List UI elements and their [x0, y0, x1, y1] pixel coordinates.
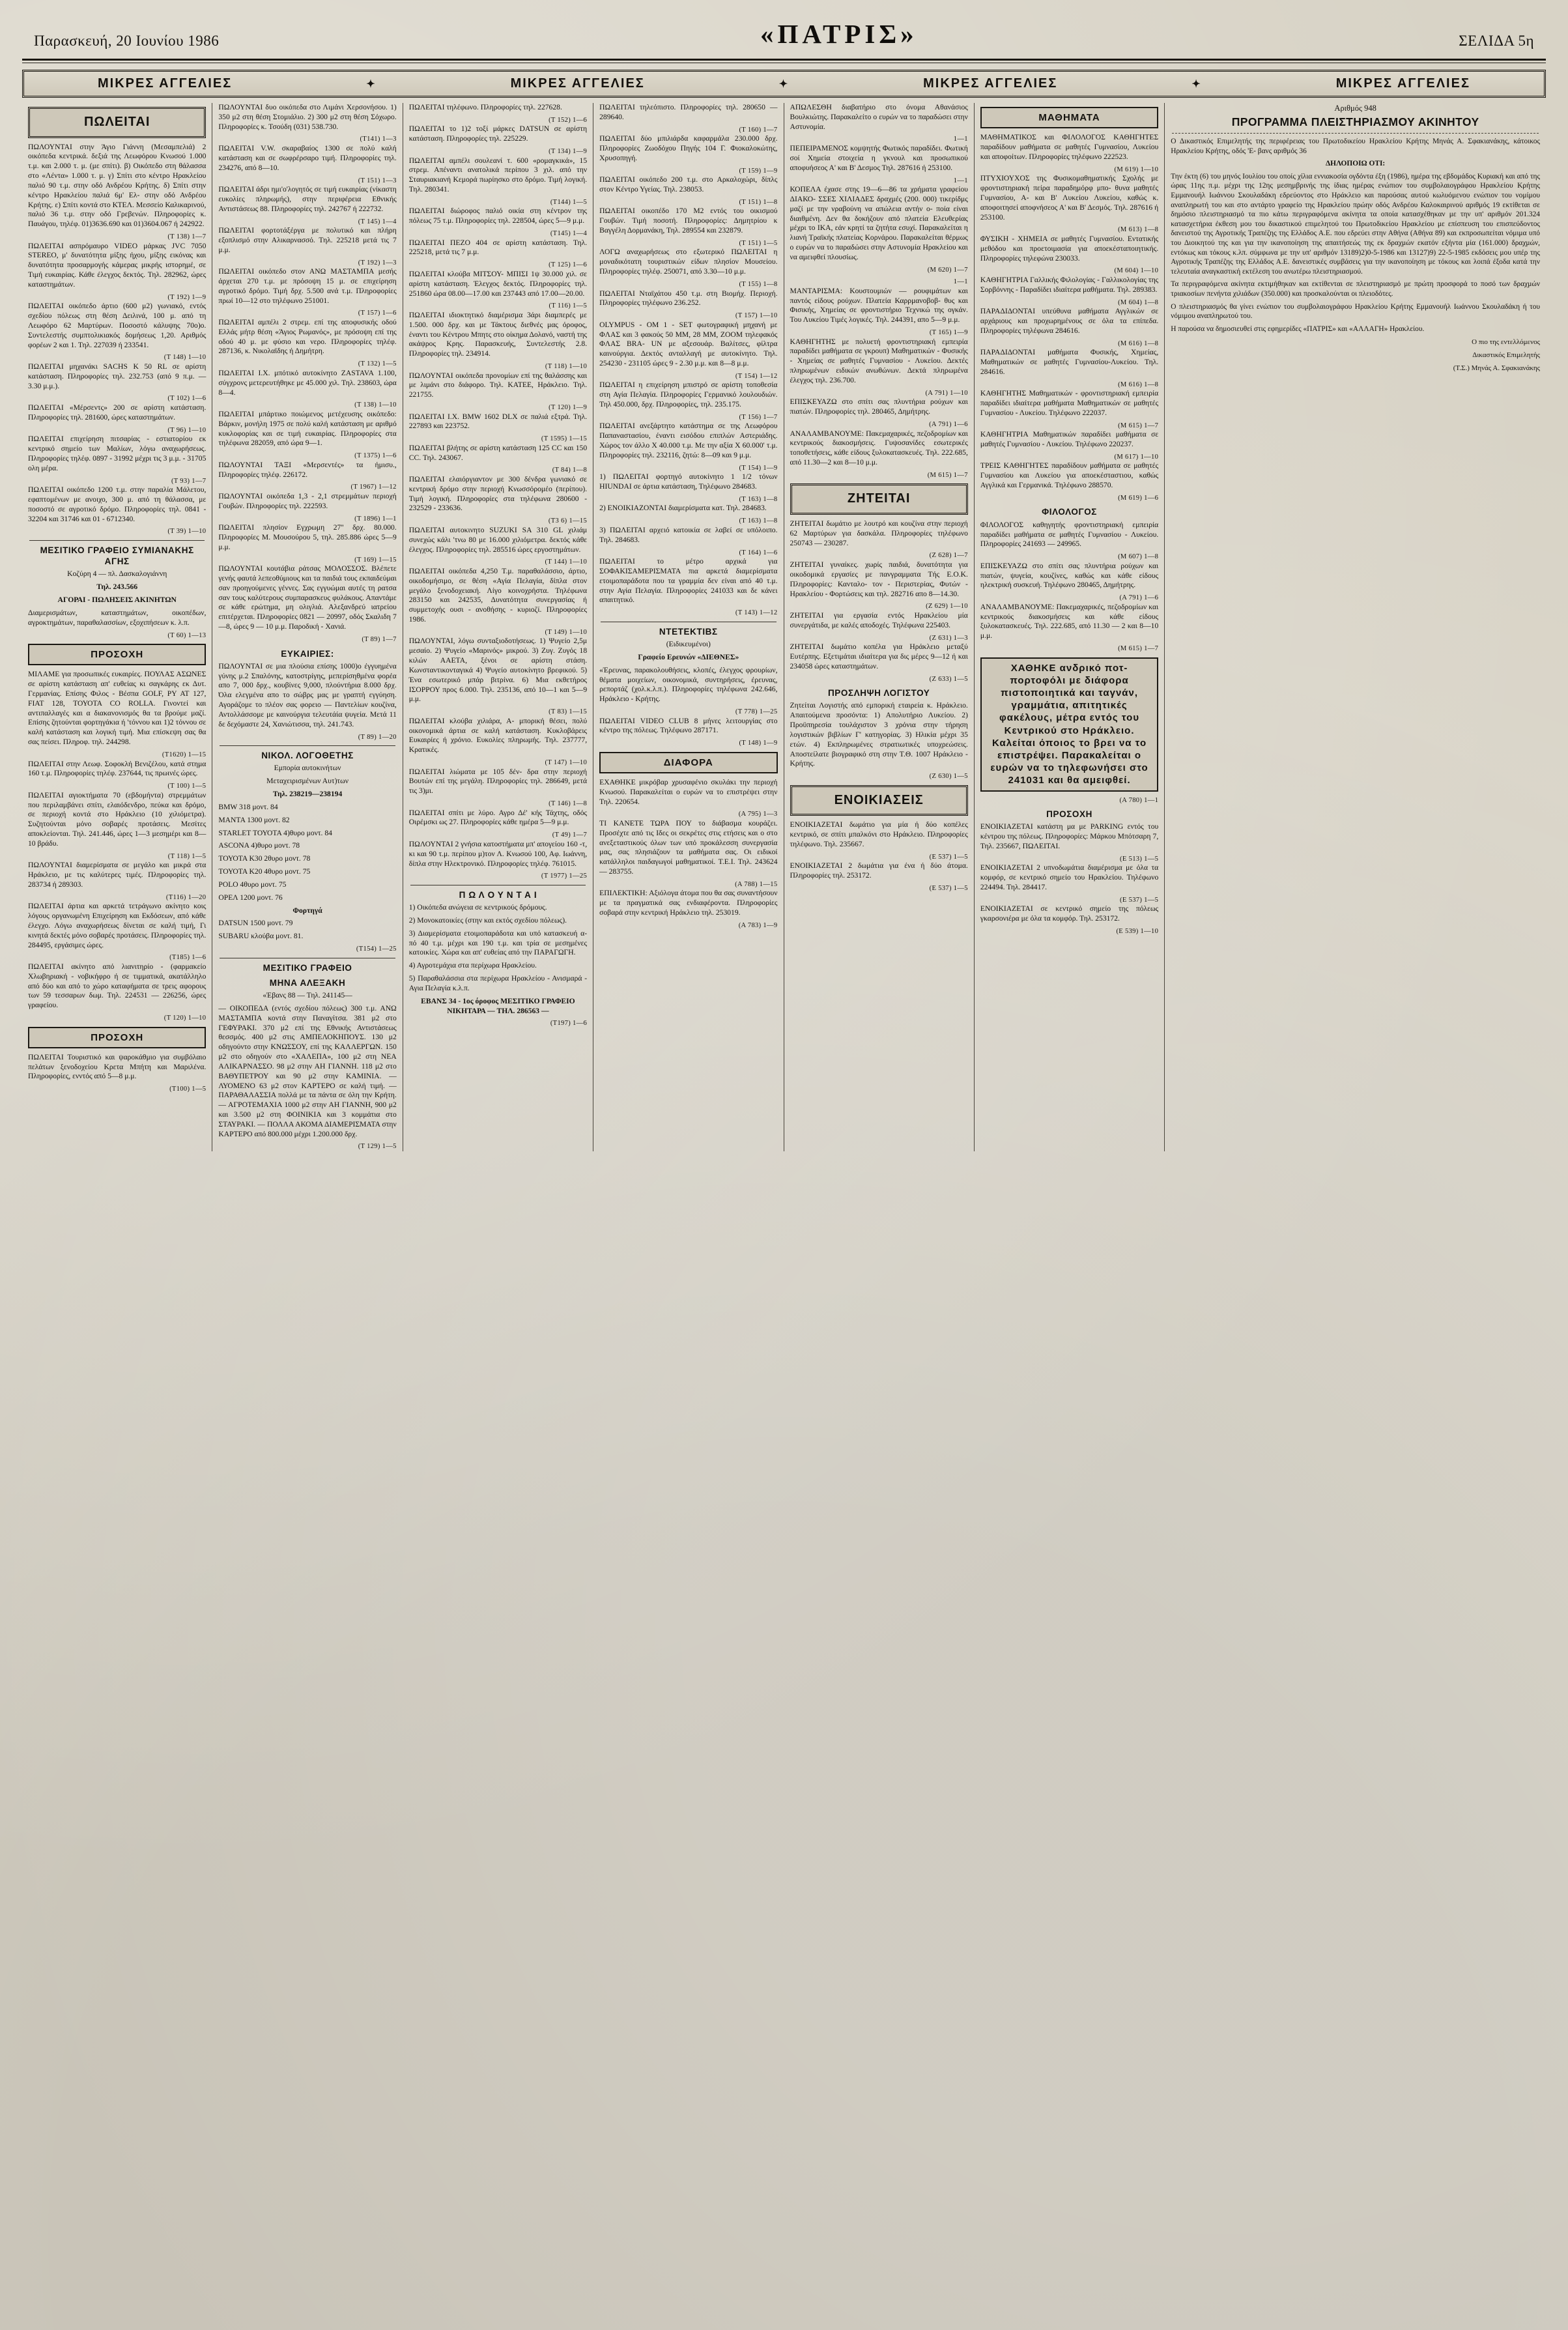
ad-ref: (Τ1620) 1—15: [162, 751, 207, 758]
classified-ad: ΠΩΛΕΙΤΑΙ άρτια και αρκετά τετράγωνο ακίνητο κοις λόγους οργανωμένη Επιχείρηση και Εκδόσεων, από κάθε έλεγχο. Λόγω αναχωρήσεως δίνεται σε καλή τιμή, Γι κινητά δεκτές μόνο σοβαρές προτάσεις. Πληροφορίες τηλ. 284495, εργάσιμες ώρες.: [28, 902, 207, 949]
ad-ref: (Τ 169) 1—15: [354, 556, 397, 564]
notice-signature-3: (Τ.Σ.) Μηνάς Α. Σφακιανάκης: [1453, 364, 1540, 373]
classified-ad: ΠΩΛΕΙΤΑΙ Ι.Χ. BMW 1602 DLX σε παλιά εξτρά. Τηλ. 227893 και 223752.: [408, 412, 588, 431]
classified-ad: ΠΩΛΕΙΤΑΙ «Μέρσεντς» 200 σε αρίστη κατάσταση. Πληροφορίες τηλ. 281600, ώρες καταστημάτων.: [28, 403, 207, 422]
ad-ref: (Ζ 633) 1—5: [929, 675, 968, 683]
classified-ad: ΠΩΛΕΙΤΑΙ οικόπεδο στον ΑΝΩ ΜΑΣΤΑΜΠΑ μεσής άρχεται 270 τ.μ. με πρόσοψη 15 μ. σε επιχείρηση αγροτικό δρόμο. Τιμή δρχ. 5.500 ανά τ.μ. Πληροφορίες πρωί 10—12 στο τηλέφωνο 251001.: [218, 267, 397, 305]
attention-header: ΠΡΟΣΟΧΗ: [28, 644, 206, 665]
diafora-header: ΔΙΑΦΟΡΑ: [599, 752, 777, 773]
ad-ref: (Τ 192) 1—9: [167, 293, 207, 301]
notice-footer-line: Τα περιγραφόμενα ακίνητα εκτιμήθηκαν και εκτίθενται σε πλειστηριασμό με πρώτη προσφορά το ποσό των δραχμών τριακοσίων πενήντα χιλιάδων (350.000) και προσκαλούνται οι πλειοδότες.: [1171, 280, 1540, 298]
polountai-item: 4) Αγροτεμάχια στα περίχωρα Ηρακλείου.: [408, 961, 537, 970]
ad-ref: (Μ 617) 1—10: [1114, 453, 1159, 461]
classified-ad: 1) ΠΩΛΕΙΤΑΙ φορτηγό αυτοκίνητο 1 1/2 τόνων HIUNDAI σε άρτια κατάσταση, Τηλέφωνο 284683.: [599, 472, 778, 491]
masthead-date: Παρασκευή, 20 Ιουνίου 1986: [34, 33, 220, 49]
columns-container: [22, 103, 1546, 1151]
ad-ref: (Τ 144) 1—10: [545, 558, 588, 566]
dealer-listing: SUBARU κλούβα μοντ. 81.: [218, 932, 304, 941]
ad-ref: 1—1: [953, 278, 968, 286]
ad-ref: (Τ 160) 1—7: [739, 126, 778, 134]
ad-ref: (Τ 147) 1—10: [545, 759, 588, 767]
classified-ad: ΚΑΘΗΓΗΤΡΙΑ Γαλλικής Φιλολογίας - Γαλλικολογίας της Σορβόννης - Παραδίδει ιδιαίτερα μαθήματα. Τηλ. 289383.: [980, 275, 1159, 294]
ad-ref: (Ε 513) 1—5: [1120, 855, 1159, 863]
office2-address: «Έβανς 88 — Τηλ. 241145—: [263, 991, 352, 1000]
office2-body: — ΟΙΚΟΠΕΔΑ (εντός σχεδίου πόλεως) 300 τ.μ. ΑΝΩ ΜΑΣΤΑΜΠΑ κοντά στην Παναγίτσα. 381 μ2 στο ΓΕΦΥΡΑΚΙ. 370 μ2 επί της Εθνικής Αντιστάσεως θεσσμός. 400 μ2 στις ΑΜΠΕΛΟΚΗΠΟΥΣ. 130 μ2 οδηγούντο στην ΚΝΩΣΣΟΥ, επί της ΚΑΛΛΕΡΓΩΝ. 150 μ2 στο οδηγούν στο «ΧΑΛΕΠΑ», 100 μ2 στη ΝΕΑ ΑΛΙΚΑΡΝΑΣΣΟ. 98 μ2 στην ΑΗ ΓΙΑΝΝΗ. 118 μ2 στο ΒΑΘΥΠΕΤΡΟΥ και 90 μ2 στην ΚΑΜΙΝΙΑ. — ΛΥΟΜΕΝΟ 63 μ2 στον ΚΑΡΤΕΡΟ σε καλή τιμή. — ΠΑΡΑΘΑΛΑΣΣΙΑ πολλά με τα πάντα σε όλη την Κρήτη. — ΑΓΡΟΤΕΜΑΧΙΑ 1000 μ2 στην ΑΗ ΓΙΑΝΝΗ, 900 μ2 και 3.500 μ2 στη ΦΟΙΝΙΚΙΑ και 3 κομμάτια στο ΣΤΑΥΡΑΚΙ. — ΠΟΛΛΑ ΑΚΟΜΑ ΔΙΑΜΕΡΙΣΜΑΤΑ στην ΚΑΡΤΕΡΟ από 800.000 μέχρι 1.200.000 δρχ.: [218, 1003, 397, 1138]
classified-ad: ΠΩΛΕΙΤΑΙ οικόπεδα 4,250 Τ.μ. παραθαλάσσιο, άρτιο, οικοδομήσιμο, σε θέση «Αγία Πελαγία, δίπλα στον μεγάλο ξενοδοχειακή. Λίγο κοινοχρήστα. Τηλέφωνα 283150 και 242535, Δυνατότητα συνεργασίας ή συμμετοχής ουσι - ανοθήσης - κυριοζί. Πληροφορίες 1986.: [408, 566, 588, 624]
ad-ref: (Τ 156) 1—7: [739, 413, 778, 421]
ad-ref: (Τ 157) 1—6: [358, 309, 397, 317]
dealer-listing: ASCONA 4)θυρο μοντ. 78: [218, 841, 300, 850]
ad-ref: (Τ 1977) 1—25: [541, 872, 588, 880]
classified-ad: ΠΑΡΑΔΙΔΟΝΤΑΙ υπεύθυνα μαθήματα Αγγλικών σε αρχάριους και προχωρημένους σε όλα τα επίπεδα. Πληροφορίες τηλέφωνα 284616.: [980, 307, 1159, 335]
notice-body: Την έκτη (6) του μηνός Ιουλίου του οποίς χίλια εννιακοσία ογδόντα έξη (1986), ημέρα της εβδομάδος Κυριακή και από της ώρας 11ης π.μ. μέχρι της 12ης μεσημβρινής της ίδιας ημέρας ενώπιον του συμβολαιογράφου Ηρακλείου Κρήτης Εμμανουήλ Ιωάννου Σκουλαδάκη εδρεύοντος στο Ηράκλειο και παρούσας αυτού κωλυόμενου ενώπιον του νομίμου αναπληρωτή του και στο αντάρτο γραφείο της Ηρακλείου πρώην οδός Ανδρέου Καλοκαιρινού αριθμός 19 εκτίθεται σε δημόσιο πλειστηριασμό τα πιο κάτω περιγραφόμενα ακίνητα τα οποία κατασχέθηκαν με την υπ' αριθμόν 201.324 κατασχετήρια έκθεση μου του δικαστικού επιμελητού του Πρωτοδικείου Ηρακλείου με επίσπευση του επισπεύδοντος δανειστού της Αγροτικής Τραπέζης της Ελλάδος Α.Ε. που εδρεύει στην Αθήνα (Αθήνα 89) και εκπροσωπείται νόμιμα υπό του Διοικητού της και για την ικανοποίηση της απαιτήσεώς της εκ δραχμών εκατόν εξήντα μία (161.000) δραχμών, εντόκως και τόκους κ.λπ. σύμφωνα με την υπ' αριθμόν 13189)2)0-5-1986 και 13127)9) 22-5-1985 εκδόσεις μου υπέρ της Αγροτικής Τραπέζης της Ελλάδος Α.Ε. δανειστικές συμβάσεις για την ικανοποίηση με τόκους και λοιπά έξοδα κατά την τελευταία αναγκαστική εκτέλεση του ανωτέρω πλειστηριασμού.: [1171, 172, 1540, 276]
dealer-listing: ΤΟΥΟΤΑ Κ20 4θυρο μοντ. 75: [218, 867, 311, 876]
classified-ad: ΕΝΟΙΚΙΑΖΕΤΑΙ σε κεντρικό σημείο της πόλεως γκαρσονιέρα με όλα τα κομφόρ. Τηλ. 253172.: [980, 904, 1159, 923]
office-title: ΜΕΣΙΤΙΚΟ ΓΡΑΦΕΙΟ ΣΥΜΙΑΝΑΚΗΣ ΑΓΗΣ: [40, 545, 194, 567]
notice-number: Αριθμός 948: [1334, 104, 1376, 113]
ad-ref: (Τ 151) 1—5: [739, 239, 778, 247]
classified-ad: ΚΑΘΗΓΗΤΗΣ Μαθηματικών - φροντιστηριακή εμπειρία παραδίδει ιδιαίτερα μαθήματα Μαθηματικών σε μαθητές Γυμνασίου - Λυκείου. Τηλέφωνο 222037.: [980, 389, 1159, 417]
classified-ad: 2) ΕΝΟΙΚΙΑΖΟΝΤΑΙ διαμερίσματα κατ. Τηλ. 284683.: [599, 504, 767, 513]
ad-ref: (Τ 138) 1—7: [167, 233, 207, 241]
ad-ref: (Τ 192) 1—3: [358, 259, 397, 266]
polountai-item: 5) Παραθαλάσσια στα περίχωρα Ηρακλείου - Ανισμαρά - Αγια Πελαγία κ.λ.π.: [408, 974, 588, 992]
ad-ref: (Τ 163) 1—8: [739, 495, 778, 503]
ad-ref: (Τ 93) 1—7: [171, 477, 207, 485]
ad-ref: (Τ3 6) 1—15: [548, 517, 588, 525]
classified-ad: ΦΥΣΙΚΗ - ΧΗΜΕΙΑ σε μαθητές Γυμνασίου. Εντατικής μεθόδου και προετοιμασία για αποεκέσταποιητικής. Πληροφορίες τηλεφώνα 230033.: [980, 234, 1159, 263]
classified-ad: ΠΩΛΟΥΝΤΑΙ στην Άγιο Γιάννη (Μεσαμπελιά) 2 οικόπεδα κεντρικά. δεξιά της Λεωφόρου Κνωσού 1.000 τ.μ. και 2.000 τ. μ. (με σπίτι). β) Οικόπεδο στη θάλασσα στο «Λέντα» 1.000 τ. μ. γ) Σπίτι στο κέντρο Ηρακλείου παλιό 90 τ.μ. στην οδό Ανδρέου Κρήτης. δ) Σπίτι στην κέντρο Ηρακλείου παλιά 6μ' Ελ- στην οδό Ανδρέου Κρήτης. ε) Σπίτι κοντά στο ΚΤΕΛ. Μεσσείο Καλικαρινού, παλιό 36 τ.μ. στην οδό Γρεβενών. Πληροφορίες κ. Παυάγου, τηλέφ. 01)3636.690 και 01)3604.067 ή 242922.: [28, 142, 207, 229]
banner-item-4: ΜΙΚΡΕΣ ΑΓΓΕΛΙΕΣ: [1335, 76, 1470, 91]
classified-ad: ΠΩΛΟΥΝΤΑΙ οικόπεδα 1,3 - 2,1 στρεμμάτων περιοχή Γουβών. Πληροφορίες τηλ. 222593.: [218, 491, 397, 510]
dealer-phone: Τηλ. 238219—238194: [272, 790, 343, 799]
classified-ad: ΠΩΛΟΥΝΤΑΙ, λόγω συνταξιοδοτήσεως. 1) Ψυγείο 2,5μ μεσαίο. 2) Ψυγείο «Μαρινός» μικρού. 3) Ζυγ. Ζυγός 18 κιλών ΑΑΕΤΑ, ξένοι σε αρίστη στάση. Κωνσταντικονταγικά 4) Ψυγείο αυτοκίνητο βρεφικού. 5) Ένα εσωτερικό μπάρ βιτρίνα. 6) Μια εκθετήρος ΙΣΟΡΡΟΥ προς 6.000. Τηλ. 235136, από 10—1 και 5—9 μ.μ.: [408, 637, 588, 704]
ad-ref: (Τ154) 1—25: [356, 945, 397, 953]
masthead-rule: [22, 59, 1546, 61]
ad-ref: (Ζ 630) 1—5: [929, 773, 968, 781]
classified-ad: ΠΩΛΕΙΤΑΙ ΠΕΖΟ 404 σε αρίστη κατάσταση. Τηλ. 225218, μετά τις 7 μ.μ.: [408, 238, 588, 257]
classified-ad: ΠΩΛΟΥΝΤΑΙ 2 γνήσια κατοστήματα μπ' απογείου 160 -τ, κι και 90 τ.μ. περίπου μ)τον Λ. Κνωσού 100, Αφ. Ιωάννη, δίπλα στην Ηλεκτρονικό. Πληροφορίες τηλέφ. 761015.: [408, 839, 588, 868]
classified-ad: ΠΩΛΕΙΤΑΙ το μέτρο αρχικά για ΣΟΦΑΚΙΣΑΜΕΡΙΣΜΑΤΑ πια αρκετά διαμερίσματα ετοιμοπαράδοτα που τα γραμμία δεν είναι από 40 τ.μ. στην Αγία Πελαγία. Πληροφορίες 241033 και δε κάνει απαιτητικό.: [599, 557, 778, 605]
ad-ref: (Μ 620) 1—7: [927, 266, 968, 274]
column-1: [22, 103, 212, 1151]
classified-ad: ΠΩΛΕΙΤΑΙ η επιχείρηση μπιστρό σε αρίστη τοποθεσία στη Αγία Πελαγία. Πληροφορίες Γερμανικό λουλουδιών. Τηλ 450.000, δρχ. Πληροφορίες, τηλ. 235.175.: [599, 381, 778, 409]
dealer-listing: BMW 318 μοντ. 84: [218, 802, 278, 811]
ad-ref: (Τ 151) 1—3: [358, 177, 397, 184]
classified-ad: ΠΩΛΕΙΤΑΙ VIDEO CLUB 8 μήνες λειτουργίας στο κέντρο της πόλεως. Τηλέφωνο 287171.: [599, 716, 778, 735]
attention2-body: ΠΩΛΕΙΤΑΙ Τουριστικό και ψαροκάθμιο για συμβόλαιο πελάτων ξενοδοχείου Κρετα Μπήτη και Μαριλένα. Πληροφορίες, ενντός από 5—8 μ.μ.: [28, 1052, 207, 1081]
polountai-footer: ΕΒΑΝΣ 34 - 1ος όροφος ΜΕΣΙΤΙΚΟ ΓΡΑΦΕΙΟ ΝΙΚΗΤΑΡΑ — ΤΗΛ. 286563 —: [421, 996, 575, 1015]
classified-ad: ΠΩΛΕΙΤΑΙ φορτοτάξέργα με πολυτικό και πλήρη εξοπλισμό στην Αλικαρνασσό. Τηλ. 225218 μετά τις 7 μ.μ.: [218, 226, 397, 254]
classifieds-banner: [22, 70, 1546, 98]
classified-ad: ΚΟΠΕΛΑ έχασε στης 19—6—86 τα χρήματα γραφείου ΔΙΑΚΟ- ΣΣΕΣ ΧΙΛΙΑΔΕΣ δραχμές (200. 000) τικερίδμς μαζί με την νραβούνη να απώλεια αντήν ο- ποία είναι διαιθμένη. Δεν θα δοκήζουν από πλατεία Ελευθερίας μέχρι το ΙΚΑ, εάν κρητί τα ζητήτα εσυχί. Παρακαλείται η λιανή Τραϊκής πλατείας Κορνάρου. Παρακαλείται θέρμως ο ευρών να το παραδώσει στην Αστυνομία Ηρακλείου και να αμειφθεί πλουσίως.: [790, 185, 968, 261]
ad-ref: (Τ197) 1—6: [550, 1020, 588, 1028]
polountai-header: Π Ω Λ Ο Υ Ν Τ Α Ι: [459, 889, 537, 900]
dealer-listing: ΜΑΝΤΑ 1300 μοντ. 82: [218, 815, 290, 824]
dealer-name: ΝΙΚΟΛ. ΛΟΓΟΘΕΤΗΣ: [261, 751, 354, 761]
classified-ad: ΚΑΘΗΓΗΤΗΣ με πολυετή φροντιστηριακή εμπειρία παραδίδει μαθήματα σε γκρουπ) Μαθηματικών - Φυσικής - Χημείας σε μαθητές Γυμνασίου - Λυκείου. Δεκτές πληρωμένων ειδικών ανωθώνων. Δεκτά πληρωμένα έλεγχος τηλ. 236.700.: [790, 337, 968, 384]
attention2-header: ΠΡΟΣΟΧΗ: [28, 1027, 206, 1048]
ad-ref: (Ζ 631) 1—3: [929, 634, 968, 642]
classified-ad: ΠΩΛΟΥΝΤΑΙ κουτάβια ράτσας ΜΟΛΟΣΣΟΣ. Βλέπετε γενής φαυτά λεπεοθύμιους και τα παιδιά τους εκπαιδεύμαι σαν προηγούμενες γέννες. Σας εγγυώμαι αυτές τη ρατσα σαν τους καλύτερους συμπαρασκευς φυλάκους. Απαντάμε σε κάθε ερώτημα, μη ολιγλιά. Αλεξανδρεύ ιατρείου επιτέρχεται. Πληροφορίες 0821 — 20997, οδός Σκαλιδη 7—8, ώρες 9 — 10 μ.μ. Παροδική - Χανιά.: [218, 564, 397, 631]
classified-ad: ΠΩΛΕΙΤΑΙ οικοπέδο 170 Μ2 εντός του οικισμού Γουβών. Τιμή ποσοτή. Πληροφορίες: Δημητρίου κ Βαγγέλη Δορμανάκη, Τηλ. 289554 και 232879.: [599, 207, 778, 235]
ad-ref: (Τ 143) 1—12: [735, 609, 778, 617]
column-6: [975, 103, 1165, 1151]
ad-ref: (Τ 1595) 1—15: [541, 435, 588, 443]
banner-dot-icon: ✦: [778, 78, 790, 90]
notice-declaration: ΔΗΛΟΠΟΙΩ ΟΤΙ:: [1326, 160, 1386, 168]
classified-ad: ΠΕΠΕΙΡΑΜΕΝΟΣ κομψητής Φωτικός παραδίδει. Φωτική σοί Χημεία στοιχεία η γκνουλ και προσωπικού αποφυήσεος Α' και Β' Δεσμος Τηλ. 287616 ή 253100.: [790, 144, 968, 172]
ad-ref: (Μ 615) 1—7: [927, 471, 968, 479]
ad-ref: (Τ 148) 1—10: [164, 354, 207, 362]
notice-signature-1: Ο πιο της εντελλόμενος: [1472, 338, 1540, 347]
evkairies-header: ΕΥΚΑΙΡΙΕΣ:: [281, 648, 334, 659]
ad-ref: (Τ 1896) 1—1: [354, 515, 397, 523]
filologos-body: ΦΙΛΟΛΟΓΟΣ καθηγητής φροντιστηριακή εμπειρία παραδίδει μαθήματα σε μαθητές Γυμνασίου - Λυκείου. Πληροφορίες 241693 — 249965.: [980, 520, 1159, 549]
ad-ref: (Τ 159) 1—9: [739, 167, 778, 175]
classified-ad: ΠΩΛΕΙΤΑΙ V.W. σκαραβαίος 1300 σε πολύ καλή κατάσταση και σε σωφρέρσαρο τιμή. Πληροφορίες τηλ. 234276, από 8—10.: [218, 144, 397, 172]
classified-ad: OLYMPUS - OM 1 - SET φωτογραφική μηχανή με ΦΛΑΣ και 3 φακούς 50 ΜΜ, 28 ΜΜ, ZOOM τηλεφακός ΦΛΑΣ BRA- UN με αξεσουάρ. Βαλίτσες, φίλτρα καινούργια. Δεκτός ανταλλαγή με αυτοκίνητο. Τηλ. 254230 - 231105 ώρες 9 - 2.30 μ.μ. και 8—8 μ.μ.: [599, 320, 778, 368]
classified-ad: ΠΩΛΕΙΤΑΙ στην Λεωφ. Σοφοκλή Βενιζέλου, κατά στημα 160 τ.μ. Πληροφορίες τηλέφ. 237644, τις πρωινές ώρες.: [28, 759, 207, 778]
dealer-listing: STARLET ΤΟΥΟΤΑ 4)θυρο μοντ. 84: [218, 828, 332, 837]
classified-ad: ΖΗΤΕΙΤΑΙ δωμάτιο κοπέλα για Ηράκλειο μεταξύ Ευτέρπης. Εξετιμάται ιδιαίτερα για δις μέρες 9—12 ή και 234058 ώρες καταστημάτων.: [790, 642, 968, 670]
ad-ref: (Τ 163) 1—8: [739, 517, 778, 525]
classified-ad: ΠΩΛΕΙΤΑΙ αυτοκινητο SUZUKI SA 310 GL χιλιάμ συνεχώς κάλι 'τνω 80 με 16.000 χιλιόμετρα. δεκτός κάθε έλεγχος. Πληροφορίες τηλ. 285516 ώρες εργοστημάτων.: [408, 525, 588, 554]
ad-ref: (Ε 537) 1—5: [929, 853, 968, 861]
mathimata-body: ΜΑΘΗΜΑΤΙΚΟΣ και ΦΙΛΟΛΟΓΟΣ ΚΑΘΗΓΗΤΕΣ παραδίδουν μαθήματα σε μαθητές Γυμνασίου, Λυκείου και αποφοίτων. Πληροφορίες τηλέφωνο 222523.: [980, 133, 1159, 161]
classified-ad: ΠΩΛΕΙΤΑΙ κλούβα ΜΙΤΣΟΥ- ΜΠΙΣΙ 1ψ 30.000 χιλ. σε αρίστη κατάσταση. Έλεγχος δεκτός. Πληροφορίες τηλ. 251860 ώρα 08.00—17.00 και 237443 από 17.00—20.00.: [408, 269, 588, 298]
classified-ad: ΠΩΛΕΙΤΑΙ ανεξάρτητο κατάστημα σε της Λεωφόρου Παπαναστασίου, έναντι εισόδου επιπλών Αστεριάδης. Χώρος τον άλλο Χ 40.000 τ.μ. Με την αξία Χ 60.000' τ.μ. Πληροφορίες τηλ. 232116, ζητώ: 8—09 και 9 μ.μ.: [599, 422, 778, 459]
classified-ad: ΠΩΛΕΙΤΑΙ τηλέφωνο. Πληροφορίες τηλ. 227628.: [408, 103, 562, 111]
ad-ref: (Μ 613) 1—8: [1118, 226, 1159, 234]
classified-ad: ΠΩΛΕΙΤΑΙ διώροφος παλιό οικία στη κέντρον της πόλεως 75 τ.μ. Πληροφορίες τηλ. 228504, ώρες 5—9 μ.μ.: [408, 207, 588, 225]
ad-ref: (Τ 151) 1—8: [739, 198, 778, 206]
classified-ad: 3) ΠΩΛΕΙΤΑΙ αρχειό κατοικία σε λαβεί σε υπόλοιπο. Τηλ. 284683.: [599, 525, 778, 544]
classified-ad: ΠΩΛΕΙΤΑΙ αμπέλι 2 στρεμ. επί της αποφυσικής οδού Ελλάς μήτρ θέση «Άγιος Ρωμανός», με πρόσοψη επί της οδού 40 μ. με φύσιο και νερο. Πληροφορίες τηλέφ. 287136, κ. Νικολαϊδης ή Δημήτρη.: [218, 317, 397, 356]
classified-ad: ΑΠΩΛΕΣΘΗ διαβατήριο στο όνομα Αθανάσιος Βουλκιώτης. Παρακαλείτο ο ευρών να το παραδώσει στην Αστυνομία.: [790, 103, 968, 131]
masthead-title: «ΠΑΤΡΙΣ»: [760, 19, 918, 49]
divider: [1172, 133, 1539, 134]
classified-ad: ΖΗΤΕΙΤΑΙ γυναίκες. χωρίς παιδιά, δυνατότητα για οικοδομικά εργασίες με πανγραμματα Τής Ε.Ο.Κ. Πληροφορίες: Κανταλο- τον - Περιστερίας, Φυτών - Ηρακλείου - Φορτώσεις και τηλ. 282716 απο 8—14.30.: [790, 560, 968, 598]
ad-ref: (Τ144) 1—5: [550, 198, 588, 206]
ad-ref: (Τ 120) 1—10: [164, 1014, 207, 1022]
ad-ref: (Τ 1375) 1—6: [354, 452, 397, 460]
ad-ref: (Τ 148) 1—9: [739, 740, 778, 747]
banner-item-2: ΜΙΚΡΕΣ ΑΓΓΕΛΙΕΣ: [510, 76, 645, 91]
ad-ref: (Τ 102) 1—6: [167, 395, 207, 403]
polountai-item: 1) Οικόπεδα ανώγεια σε κεντρικούς δρόμους.: [408, 903, 547, 912]
classified-ad: ΠΩΛΟΥΝΤΑΙ δυο οικόπεδα στο Λιμάνι Χερσονήσου. 1) 350 μ2 στη θέση Στομιάλιο. 2) 300 μ2 στη θέση Σόχωρο. Πληροφορίες κ. Τσούδη (031) 538.730.: [218, 103, 397, 131]
accountant-body: Ζητείται Λογιστής από εμπορική εταιρεία κ. Ηράκλειο. Απαιτούμενα προσόντα: 1) Απολυτήριο Λυκείου. 2) Προϋπηρεσία τουλάχιστον 3 χρόνια στην τήρηση λογιστικών βιβλίων Γ' κατηγορίας. 3) Ηλικία μέχρι 35 ετών. 4) Εκπληρωμένες στρατιωτικές υποχρεώσεις. Αποστείλατε βιογραφικό στη στην Τ.Θ. 1007 Ηράκλειο - Κρήτης.: [790, 701, 968, 768]
ad-ref: (Μ 604) 1—8: [1118, 298, 1159, 306]
office-address: Κοζύρη 4 — πλ. Δασκαλογιάννη: [67, 569, 167, 579]
polountai-item: 2) Μονοκατοικίες (στην και εκτός σχεδίου πόλεως).: [408, 915, 567, 925]
ad-ref: (Μ 619) 1—10: [1114, 165, 1159, 173]
classified-ad: ΕΧΑΘΗΚΕ μικρόβαρ χρυσαφένιο σκυλάκι την περιοχή Κνωσού. Παρακαλείται ο ευρών να το επιστρέψει στην Τηλ. 220654.: [599, 777, 778, 806]
ad-ref: (Μ 616) 1—8: [1118, 381, 1159, 388]
classified-ad: ΠΩΛΟΥΝΤΑΙ οικόπεδα προνομίων επί της θαλάσσης και με λιμάνι στο διάφορο. Τηλ. ΚΑΤΕΕ, Ηράκλειο. Τηλ. 221755.: [408, 371, 588, 399]
classified-ad: ΤΡΕΙΣ ΚΑΘΗΓΗΤΕΣ παραδίδουν μαθήματα σε μαθητές Γυμνασίου και Λυκείου για αποεκέσταστιου, καθώς Αγγλικά και Γερμανικά. Τηλέφωνο 288570.: [980, 461, 1159, 490]
ad-ref: (Τ 96) 1—10: [167, 426, 207, 434]
ad-ref: (Μ 616) 1—8: [1118, 339, 1159, 347]
classified-ad: ΠΩΛΕΙΤΑΙ Ι.Χ. μπότικό αυτοκίνητο ΖΑSTAVA 1.100, σύγχρονς μετερευτήθηκε με 45.000 χιλ. Τηλ. 238603, ώρα 8—4.: [218, 368, 397, 397]
ad-ref: (Ζ 628) 1—7: [929, 552, 968, 560]
classified-ad: ΕΝΟΙΚΙΑΖΕΤΑΙ δωμάτιο για μία ή δύο κοπέλες κεντρικό, σε σπίτι μπαλκόνι στο Ηράκλειο. Πληροφορίες τηλέφωνο. Τηλ. 235667.: [790, 820, 968, 848]
ad-ref: (Τ 132) 1—5: [358, 360, 397, 368]
masthead: [22, 18, 1546, 56]
classified-ad: ΠΩΛΕΙΤΑΙ ακίνητο από λιανιτηρίο - (φαρμακείο Χλωβηριακή - νοβικήφρο ή σε τιμματικά, ακατάλληλο από δύο και από το χώρο καταφήματα σε τρεις αφορους των 59 τεσσαρων δωμ. Τηλ. 224531 — 226256, ώρες γραφείου.: [28, 962, 207, 1010]
ad-ref: (Τ 100) 1—5: [167, 783, 207, 790]
classified-ad: ΠΩΛΟΥΝΤΑΙ διαμερίσματα σε μεγάλο και μικρά στα Ηράκλειο, με τις καλύτερες τιμές. Πληροφορίες τηλ. 283734 ή 289303.: [28, 861, 207, 889]
ad-ref: (Α 780) 1—1: [1119, 796, 1159, 804]
classified-ad: ΠΩΛΕΙΤΑΙ μηχανάκι SACHS Κ 50 RL σε αρίστη κατάσταση. Πληροφορίες τηλ. 232.753 (από 9 π.μ. — 3.30 μ.μ.).: [28, 362, 207, 390]
ad-ref: (Τ 138) 1—10: [354, 401, 397, 409]
classified-ad: ΜΑΝΤΑΡΙΣΜΑ: Κουστουμιών — ρουφιμάτων και παντός είδους ρούχων. Πλατεία Καρρμανοβοβ- θυς και Φισικής, Χημείας σε φροντιστήριο Τεχνικώ της ογκάν. Του Λυκείου Τιμές λογικές. Τηλ. 244391, απο 5—9 μ.μ.: [790, 286, 968, 324]
classified-ad: ΠΩΛΕΙΤΑΙ επιχείρηση πιτσαρίας - εστιατορίου εκ κεντρικό σημείο των Μαλίων, λόγω αναχωρήσεως. Πληροφορίες τηλέφ. 0897 - 31992 μέχρι τις 3 μ.μ. - 31705 ολη μέρα.: [28, 435, 207, 472]
ad-ref: (Τ 118) 1—5: [167, 852, 207, 860]
ad-ref: (Α 783) 1—9: [738, 921, 778, 929]
column-4: [593, 103, 784, 1151]
ad-ref: (Τ 83) 1—15: [549, 708, 588, 716]
dealer-listing: ΤΟΥΟΤΑ Κ30 2θυρο μοντ. 78: [218, 854, 311, 863]
notice-title: ΠΡΟΓΡΑΜΜΑ ΠΛΕΙΣΤΗΡΙΑΣΜΟΥ ΑΚΙΝΗΤΟΥ: [1231, 115, 1479, 128]
ad-ref: (Α 791) 1—10: [925, 389, 968, 397]
detective-sub2: Γραφείο Ερευνών «ΔΙΕΘΝΕΣ»: [638, 652, 739, 661]
classified-ad: ΠΩΛΕΙΤΑΙ ιδιοκτητικό διαμέρισμα 3άρι διαμπερές με 1.500. 000 δρχ. και με Τάκτους διεθνές μας όροφος, έναντι του Κέντρου Μπητς στο οίκημα Δολανό, ναστή της ακάψρος Κρης. Παρασκευής, Συντελεστής 2.8. Πληροφορίες τηλ. 234914.: [408, 310, 588, 358]
classified-ad: ΖΗΤΕΙΤΑΙ για εργασία εντός Ηρακλείου μία συνεργάτιδα, με καλές αποδοχές. Τηλέφωνα 225403.: [790, 611, 968, 629]
ad-ref: (Τ145) 1—4: [550, 230, 588, 238]
classified-ad: ΤΙ ΚΑΝΕΤΕ ΤΩΡΑ ΠΟΥ το διάβασμα κουράζει. Προσέχτε από τις Ιδες οι σεκρέτες στις ετήσεις και ο στο ανεξεταστικούς όλων των υπό προκάλεσση συνεργασία μας, σας πλησιάζουν τα μαθήματα σας. Οι ειδικοί κατάλληλοι παιδαγωγοί μαθηματικοί. Τ.Ε.Ι. Τηλ. 243624 — 283755.: [599, 818, 778, 876]
ad-ref: (Τ 146) 1—8: [549, 800, 588, 808]
banner-item-1: ΜΙΚΡΕΣ ΑΓΓΕΛΙΕΣ: [97, 76, 233, 91]
ad-ref: (Τ 152) 1—6: [549, 116, 588, 124]
banner-item-3: ΜΙΚΡΕΣ ΑΓΓΕΛΙΕΣ: [923, 76, 1058, 91]
notice-footer-line: Η παρούσα να δημοσιευθεί στις εφημερίδες «ΠΑΤΡΙΣ» και «ΑΛΛΑΓΗ» Ηρακλείου.: [1171, 324, 1425, 333]
ad-ref: (Τ 116) 1—5: [549, 302, 588, 310]
ad-ref: (Ε 537) 1—5: [1120, 896, 1159, 904]
ad-ref: (Τ 39) 1—10: [167, 528, 207, 536]
classified-ad: ΠΩΛΟΥΝΤΑΙ σε μια πλούσια επίσης 1000)ο έγγυημένα γύνης μ.2 Σπαλόνης, κατοστρίγης, μεπερίσηθμένα φορέα απο 7, 000 δρχ., κουβίνες 9,000, πλούντήρια 8.000 δρχ. Όλα ελεγμένα απο το σώβρς μας με γραπτή εγγύηση. Αγοράζομε το πλέον σας φορειο — Παντελίων κουζίνα, Αντολλάσσομε με καινούργια τελευτάία ψυγεία. Μετά 11 δε δεχόμαστε 24, Χανιώτισσα, τηλ. 241.743.: [218, 661, 397, 728]
ad-ref: (Τ 129) 1—5: [358, 1143, 397, 1151]
ad-ref: (Τ 149) 1—10: [545, 628, 588, 636]
polountai-item: 3) Διαμερίσματα ετοιμοπαράδοτα και υπό κατασκευή α- πό 40 τ.μ. μέχρι και 190 τ.μ. και τρία σε μεσημένες κατοικίες. Χώρα και απ' ευθείας από την ΠΑΡΑΓΩΓΗ.: [408, 928, 588, 957]
classified-ad: ΠΩΛΕΙΤΑΙ οικόπεδο άρτιο (600 μ2) γωνιακό, εντός σχεδίου πόλεως στη θέση Δειλινά, 100 μ. από τη Λεωφόρο 62 Μαρτύρων. Ποσοστό κάλυψης 70ο)ο. Συντελεστής συμπτολικιακός δομήσεως 1,20. Αριθμός φορέων 2 και 1. Τηλ. 227039 ή 233541.: [28, 302, 207, 349]
classified-ad: ΖΗΤΕΙΤΑΙ δωμάτιο με λουτρό και κουζίνα στην περιοχή 62 Μαρτύρων για δασκάλα. Πληροφορίες τηλέφωνο 250743 — 230287.: [790, 519, 968, 547]
classified-ad: ΚΑΘΗΓΗΤΡΙΑ Μαθηματικών παραδίδει μαθήματα σε μαθητές Γυμνασίου - Λυκείου. Τηλέφωνο 220237.: [980, 430, 1159, 449]
ad-ref: (Μ 604) 1—10: [1114, 267, 1159, 275]
dealer-listing: POLO 4θυρο μοντ. 75: [218, 880, 287, 889]
ad-ref: (Τ 134) 1—9: [549, 148, 588, 156]
section-header-ziteitai: ΖΗΤΕΙΤΑΙ: [790, 483, 968, 515]
accountant-header: ΠΡΟΣΛΗΨΗ ΛΟΓΙΣΤΟΥ: [827, 688, 930, 698]
ad-ref: (Τ116) 1—20: [165, 893, 207, 901]
ad-ref: (Τ 165) 1—9: [929, 329, 968, 337]
mathimata-header: ΜΑΘΗΜΑΤΑ: [980, 107, 1158, 128]
classified-ad: ΛΟΓΩ αναχωρήσεως στο εξωτερικό ΠΩΛΕΙΤΑΙ η μοναδικότατη τουριστικών είδων πλησίον Μουσείου. Πληροφορίες τηλέφ. 250071, από 3.30—10 μ.μ.: [599, 248, 778, 276]
ad-ref: (Τ141) 1—3: [360, 136, 397, 143]
filologos-header: ΦΙΛΟΛΟΓΟΣ: [1042, 507, 1097, 517]
ad-ref: 1—1: [953, 136, 968, 143]
notice-footer-line: Ο πλειστηριασμός θα γίνει ενώπιον του συμβολαιογράφου Ηρακλείου Κρήτης Εμμανουήλ Ιωάννου Σκουλαδάκη ή του νόμιμου αναπληρωτού του.: [1171, 302, 1540, 321]
classified-ad: ΠΩΛΕΙΤΑΙ κλούβα χιλιάρα, Α- μπορική θέσει, πολύ οικονομικά άρτια σε καλή κατάσταση. Κυκλοβάρεις Ευκαιρίες ή χρόνιο. Ευκολίες πληρωμής. Τηλ. 237777, Κρατικές.: [408, 716, 588, 755]
ad-ref: (Α 791) 1—6: [929, 420, 968, 428]
classified-ad: ΠΩΛΕΙΤΑΙ μπάρτικο ποιώμενος μετέχευσης οικόπεδο: Βάρκιν, μονήλη 1975 σε πολύ καλή κατάσταση με αριθμό κυκλοφορίας και σε τιμή ευκαιρίας. Πληροφορίες στα τηλέφωνα 282059, από ώρα 9—1.: [218, 409, 397, 448]
ad-ref: (Τ 778) 1—25: [735, 708, 778, 715]
attention3-body: ΕΝΟΙΚΙΑΖΕΤΑΙ κατάστη μα με PARKING εντός του κέντρου της πόλεως. Πληροφορίες: Μάρκου Μπότσαρη 7, Τηλ. 235667, ΠΩΛΕΙΤΑΙ.: [980, 822, 1159, 850]
classified-ad: ΑΝΑΛΑΜΒΑΝΟΥΜΕ: Πακεμαχαρικές, πεζοδρομίων και κεντρικούς διακοσμήσεις και κάθε είδους ξυλοκατασκευές. Τηλ. 222.685, από 11.30 — 2 και 8—10 μ.μ.: [980, 602, 1159, 640]
banner-dot-icon: ✦: [1191, 78, 1202, 90]
ad-ref: (Τ 89) 1—7: [362, 635, 397, 643]
masthead-page-number: ΣΕΛΙΔΑ 5η: [1459, 33, 1534, 49]
ad-ref: (Τ 118) 1—10: [545, 363, 588, 371]
column-5: [784, 103, 975, 1151]
notice-intro: Ο Δικαστικός Επιμελητής της περιφέρειας του Πρωτοδικείου Ηρακλείου Κρήτης Μηνάς Α. Σφακιανάκης, κάτοικος Ηρακλείου Κρήτης, οδός 'Ε- βανς αριθμός 36: [1171, 137, 1540, 155]
ad-ref: (Μ 615) 1—7: [1118, 645, 1159, 653]
ad-ref: (Α 795) 1—3: [738, 811, 778, 818]
ad-ref: (Τ100) 1—5: [169, 1086, 207, 1093]
classified-ad: ΕΝΟΙΚΙΑΖΕΤΑΙ 2 υπνοδωμάτια διαμέρισμα με όλα τα κομφόρ, σε κεντρικό σημείο του Ηρακλείου. Τηλέφωνο 224494. Τηλ. 284417.: [980, 863, 1159, 892]
section-header-polietai: ΠΩΛΕΙΤΑΙ: [28, 107, 206, 138]
dealer-sub2: Μεταχειρισμένων Αυτ)των: [266, 777, 349, 786]
classified-ad: ΠΩΛΕΙΤΑΙ οικόπεδο 1200 τ.μ. στην παραλία Μάλετου, εφαπτομένων με ανοιχο, 300 μ. από τη θάλασσα, με ποσοστό σε αγροτικό δρόμο. Πληροφορίες τηλ. 0841 - 32204 και 31746 και 01 - 6712340.: [28, 485, 207, 523]
classified-ad: ΠΩΛΕΙΤΑΙ ελαιόργιαντον με 300 δένδρα γωνιακό σε κεντρική δρόμο στην περιοχή Κνωσσόρομέο (περίπου). Τιμή λογική. Πληροφορίες στα τηλέφωνα 280600 - 232529 - 233636.: [408, 475, 588, 513]
column-legal-notice: [1165, 103, 1546, 1151]
ad-ref: (Τ 154) 1—12: [735, 372, 778, 380]
ad-ref: (Τ 125) 1—6: [549, 261, 588, 269]
column-2: [212, 103, 403, 1151]
office-services: Διαμερισμάτων, καταστημάτων, οικοπέδων, αγροκτημάτων, παραθαλασσίων, εξοχιπήσεων κ. λ.π.: [28, 608, 207, 627]
classified-ad: ΠΑΡΑΔΙΔΟΝΤΑΙ μαθήματα Φυσικής, Χημείας, Μαθηματικών σε μαθητές Γυμνασίου-Λυκείου. Τηλ. 284616.: [980, 348, 1159, 376]
office-phone: Τηλ. 243.566: [96, 582, 138, 592]
ad-ref: (Τ 120) 1—9: [549, 404, 588, 412]
dealer-sub: Εμπορία αυτοκινήτων: [274, 764, 341, 773]
dealer-listing: ΟΡΕΛ 1200 μοντ. 76: [218, 893, 283, 902]
detective-sub: (Ειδικευμένοι): [666, 640, 711, 649]
detective-body: «Έρευνας, παρακολουθήσεις, κλοπές, έλεγχος φρουρίων, θέματα μοιχείων, οικονομικά, συντηρήσεις, έρευνας, ρεπορτάζ (χολ.κ.λ.π.). Πληροφορίες τηλέφωνα 242.646, Ηράκλειο - Κρήτης.: [599, 665, 778, 704]
ad-ref: 1—1: [953, 177, 968, 184]
ad-ref: (Μ 607) 1—8: [1118, 553, 1159, 561]
classified-ad: ΠΩΛΕΙΤΑΙ τηλεόπιστο. Πληροφορίες τηλ. 280650 — 289640.: [599, 103, 778, 121]
ad-ref: (Τ 1967) 1—12: [350, 483, 397, 491]
ad-ref: (Μ 615) 1—7: [1118, 422, 1159, 429]
office2-name: ΜΗΝΑ ΑΛΕΞΑΚΗ: [269, 977, 346, 988]
office-services-title: ΑΓΟΡΑΙ - ΠΩΛΗΣΕΙΣ ΑΚΙΝΗΤΩΝ: [57, 596, 177, 605]
classified-ad: ΠΩΛΕΙΤΑΙ λιώματα με 105 δέν- δρα στην περιοχή Βουτών επί της μεγάλη. Πληροφορίες τηλ. 286649, μετά τις 3)μι.: [408, 767, 588, 796]
section-header-enoikiaseis: ΕΝΟΙΚΙΑΣΕΙΣ: [790, 785, 968, 816]
ad-ref: (Τ 49) 1—7: [552, 831, 588, 839]
ad-ref: (Μ 619) 1—6: [1118, 494, 1159, 502]
ad-ref: (Τ 155) 1—8: [739, 280, 778, 288]
classified-ad: ΠΩΛΕΙΤΑΙ αμπέλι σουλεανί τ. 600 «ρομαγκικά», 15 στρεμ. Απέναντι ανατολικά περίπου 3 χιλ. από την Σταυριακιανή Κεμορά πωρίησκο στο δρόμο. Τιμή λογική. Τηλ. 280341.: [408, 156, 588, 194]
notice-signature-2: Δικαστικός Επιμελητής: [1472, 351, 1540, 360]
dealer-trucks-header: Φορτηγά: [292, 906, 322, 915]
classified-ad: ΠΩΛΕΙΤΑΙ Νταϊχάτου 450 τ.μ. στη Βιομήχ. Περιοχή. Πληροφορίες τηλέφωνο 236.252.: [599, 289, 778, 308]
classified-ad: ΕΝΟΙΚΙΑΖΕΤΑΙ 2 δωμάτια για ένα ή δύο άτομα. Πληροφορίες τηλ. 253172.: [790, 861, 968, 880]
ad-ref: (Τ 157) 1—10: [735, 312, 778, 320]
ad-ref: (Τ185) 1—6: [169, 954, 207, 962]
classified-ad: ΠΩΛΕΙΤΑΙ άδρι ημι'ο'λογητός σε τιμή ευκαιρίας (νίκαστη ευκολίες πληρωμής), στην περιφέρεια Εθνικής Αντιστάσεως 88. Πληροφορίες τηλ. 242767 ή 222732.: [218, 185, 397, 213]
office2-title: ΜΕΣΙΤΙΚΟ ΓΡΑΦΕΙΟ: [263, 962, 352, 973]
classified-ad: ΠΩΛΟΥΝΤΑΙ ΤΑΞΙ «Μερσεντές» τα ήμισυ., Πληροφορίες τηλέφ. 226172.: [218, 460, 397, 479]
ad-ref: (Τ 145) 1—4: [358, 218, 397, 225]
ad-ref: (Τ 60) 1—13: [167, 631, 207, 639]
ad-ref: (Α 791) 1—6: [1119, 594, 1159, 602]
classified-ad: ΠΩΛΕΙΤΑΙ οικόπεδο 200 τ.μ. στο Αρκαλοχώρι, δίπλς στον Κέντρο Υγείας. Τηλ. 238053.: [599, 175, 778, 194]
classified-ad: ΠΩΛΕΙΤΑΙ ασπρόμαυρο VIDEO μάρκας JVC 7050 STEREO, μ' δυνατότητα μίξης ήχου, μίξης εικόνας και δυνατότητα προσαρμογής κάμερας μικρής ιστορημέ, σε Τιμή ευκαιρίας. Κάθε έλεγχος δεκτός. Τηλ. 282962, ώρες καταστημάτων.: [28, 241, 207, 289]
divider: [29, 540, 205, 541]
dealer-listing: DATSUN 1500 μοντ. 79: [218, 919, 293, 928]
classified-ad: ΑΝΑΛΑΜΒΑΝΟΥΜΕ: Πακεμαχαρικές, πεζοδρομίων και κεντρικούς διακοσμήσεις. Γυψοσανίδες εσωτερικές τοποθετήσεις, κάθε είδους ξυλοκατασκευές. Τηλ. 222.685, από 11.30—2 και 8—10 μ.μ.: [790, 429, 968, 467]
ad-ref: (Ε 537) 1—5: [929, 885, 968, 892]
detective-title: ΝΤΕΤΕΚΤΙΒΣ: [659, 626, 718, 637]
classified-ad: ΠΩΛΕΙΤΑΙ δύο μπιλιάρδα καφαρμάλα 230.000 δρχ. Πληροφορίες Ζωοδόχου Πηγής 104 Γ. Φιοκαλοκώτης, Χρυσοπηγή.: [599, 134, 778, 162]
classified-ad: ΠΩΛΕΙΤΑΙ βλήτης σε αρίστη κατάσταση 125 CC και 150 CC. Τηλ. 243067.: [408, 443, 588, 462]
classified-ad: ΠΩΛΕΙΤΑΙ αγιοκτήματα 70 (εβδομήντα) στρεμμάτων που περιλαμβάνει σπίτι, ελαιόδενδρο, πεύκα και δρόμο, σε περιοχή κοντά στο Ηράκλειο (10 χιλιόμετρα). Συζητούνται μόνο σοβαρές προτάσεις. Μεσίτες αποκλείονται. Τηλ. 241.446, ώρες 1—3 μεσημέρι και 8—10 βράδυ.: [28, 790, 207, 848]
classified-ad: ΠΩΛΕΙΤΑΙ το 1)2 τοξί μάρκες DATSUN σε αρίστη κατάσταση. Πληροφορίες τηλ. 225229.: [408, 124, 588, 143]
ad-ref: (Τ 84) 1—8: [552, 467, 588, 474]
banner-dot-icon: ✦: [366, 78, 377, 90]
classified-ad: ΠΤΥΧΙΟΥΧΟΣ της Φυσικομαθηματικής Σχολής με φροντιστηριακή πείρα παραδημόρφ μπο- θυνα μαθητές Γυμνασίου, Α- και Β' Λυκείου Λυκείου, καθώς κ. αποφοιτησεί αποφνήσεος Α' και Β' Δεσμός. Τηλ. 287616 ή 253100.: [980, 174, 1159, 222]
ad-ref: (Ε 539) 1—10: [1116, 928, 1159, 936]
ad-ref: (Ζ 629) 1—10: [926, 603, 968, 611]
classified-ad: ΕΠΙΛΕΚΤΙΚΗ: Αξιόλογα άτομα που θα σας συναντήσουν με τα πραγματικά σας ενδιαφέροντα. Πληροφορίες σοβαρά στην κεντρική Ηράκλειο τηλ. 253019.: [599, 889, 778, 917]
attention3-header: ΠΡΟΣΟΧΗ: [1046, 809, 1092, 820]
xahnei-header: ΧΑΘΗΚΕ ανδρικό ποτ- πορτοφόλι με διάφορα πιστοποιητικά και ταγνάν, γραμμάτια, απιτητικές φακέλους, μέτρα εντός του Κεντρικού στο Ηράκλειο. Καλείται όποιος το βρει να το επιστρέψει. Παρακαλείται ο ευρών να το τηλεφωνήσει στο 241031 και θα αμειφθεί.: [980, 657, 1158, 792]
ad-ref: (Τ 164) 1—6: [739, 549, 778, 556]
classified-ad: ΠΩΛΕΙΤΑΙ πλησίον Εγχρωμη 27'' δρχ. 80.000. Πληροφορίες Μ. Μουσούρου 5, τηλ. 285.886 ώρες 5—9 μ.μ.: [218, 523, 397, 551]
ad-ref: (Τ 89) 1—20: [358, 733, 397, 741]
ad-ref: (Τ 154) 1—9: [739, 464, 778, 472]
classified-ad: ΕΠΙΣΚΕΥΑΖΩ στο σπίτι σας πλυντήρια ρούχων και πιατών. Πληροφορίες τηλ. 280465, Δημήτρης.: [790, 397, 968, 416]
classified-ad: ΠΩΛΕΙΤΑΙ σπίτι με λύρο. Αγρο Δέ' κής Τάχτης, οδός Οιρέμσκι ως 27. Πληροφορίες κάθε ημέρα 5—9 μ.μ.: [408, 808, 588, 827]
attention-body: ΜΙΛΑΜΕ για προσωπικές ευκαιρίες. ΠΟΥΛΑΣ ΑΣΩΝΕΣ σε αρίστη κατάσταση απ' ευθείας κι σαγκάρης εκ Δυτ. Γερμανίας. Επίσης Φιλος - Βέσπα GOLF, PY AT 127, FIAT 128, ΤΟΥΟΤΑ CO ROLLA. Γινοντεί και αντιπαλλαγές και α διακανονισμός θα τα βρούμε μαζί. Επίσης ζητούνται φορτηγάκια ή 'τόννου και 1)2 τόννου σε καλή κατάσταση και λογική τιμή. Μια επίσκεψη σας θα σας πείσει. Πληροφ. τηλ. 244298.: [28, 670, 207, 747]
classified-ad: ΕΠΙΣΚΕΥΑΖΩ στο σπίτι σας πλυντήρια ρούχων και πιατών, ψυγεία, κουζίνες, καθώς και κάθε είδους ηλεκτρική συσκευή. Τηλέφωνο 280465, Δημήτρης.: [980, 561, 1159, 590]
column-3: [403, 103, 593, 1151]
ad-ref: (Α 788) 1—15: [735, 880, 778, 888]
divider: [220, 745, 395, 746]
